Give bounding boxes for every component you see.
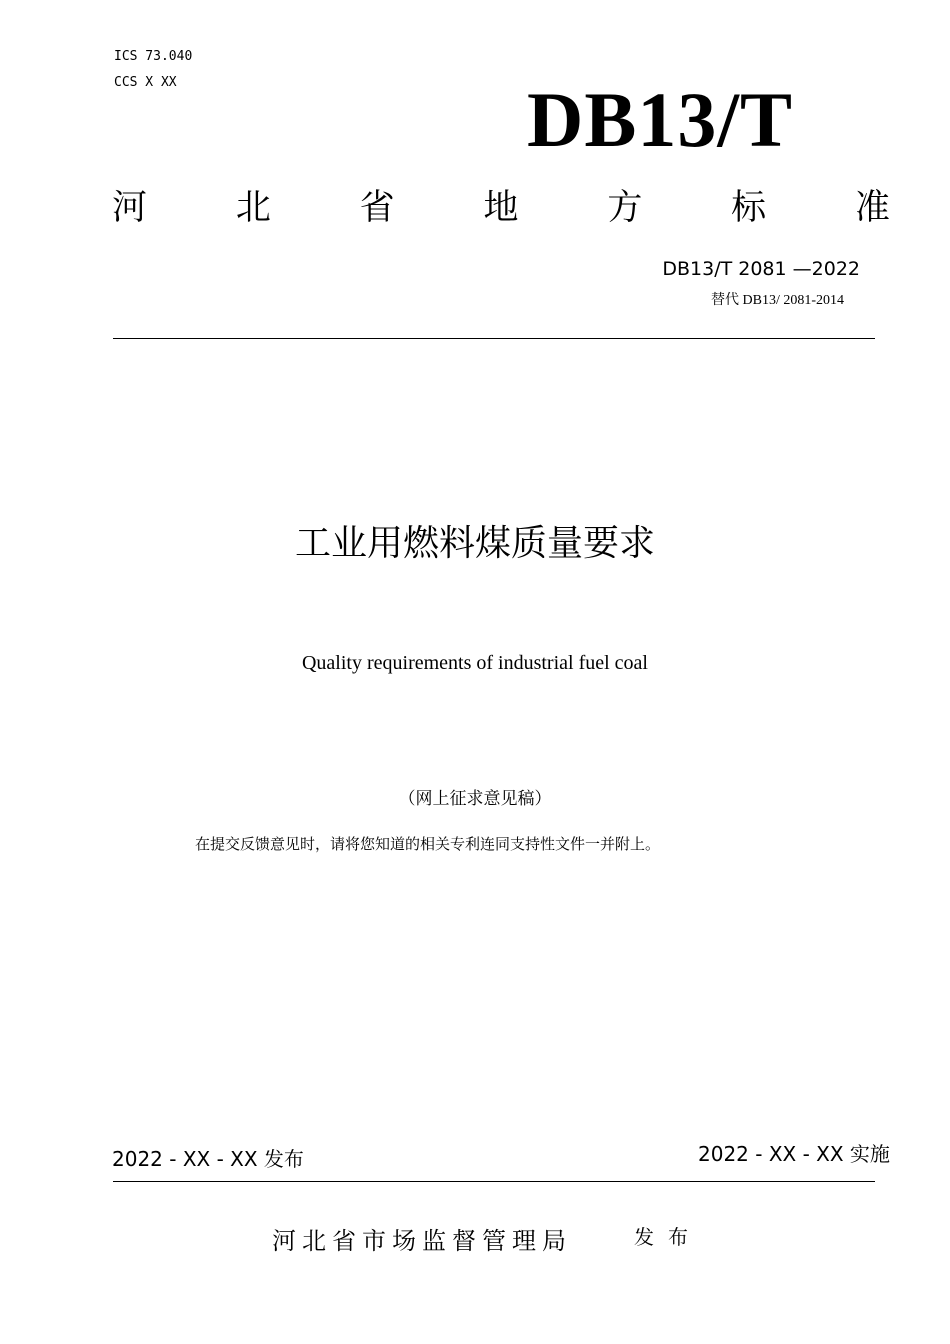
standard-number: DB13/T 2081 —2022 [662, 258, 860, 280]
bottom-divider [113, 1181, 875, 1182]
standard-type [112, 186, 890, 230]
implementation-date: 2022 - XX - XX 实施 [698, 1142, 890, 1166]
standard-type-char: 方 [607, 188, 643, 228]
standard-type-char: 标 [731, 188, 767, 228]
standard-logo: DB13/T [527, 76, 794, 163]
issuing-authority: 河北省市场监督管理局 [272, 1227, 572, 1255]
document-title-english: Quality requirements of industrial fuel coal [301, 652, 648, 674]
replaces-standard: 替代 DB13/ 2081-2014 [711, 293, 844, 308]
standard-type-char: 河 [112, 188, 148, 228]
ics-code: ICS 73.040 [114, 49, 193, 64]
draft-stage-label: （网上征求意见稿） [398, 789, 552, 808]
standard-type-char: 省 [359, 188, 395, 228]
document-title-chinese: 工业用燃料煤质量要求 [294, 523, 655, 564]
issued-label: 发布 [634, 1225, 702, 1249]
standard-type-char: 地 [483, 188, 519, 228]
standard-type-char: 准 [854, 188, 890, 228]
feedback-note: 在提交反馈意见时，请将您知道的相关专利连同支持性文件一并附上。 [195, 835, 661, 853]
standard-type-char: 北 [235, 188, 271, 228]
ccs-code: CCS X XX [114, 75, 177, 90]
issue-date: 2022 - XX - XX 发布 [112, 1147, 304, 1171]
top-divider [113, 338, 875, 339]
